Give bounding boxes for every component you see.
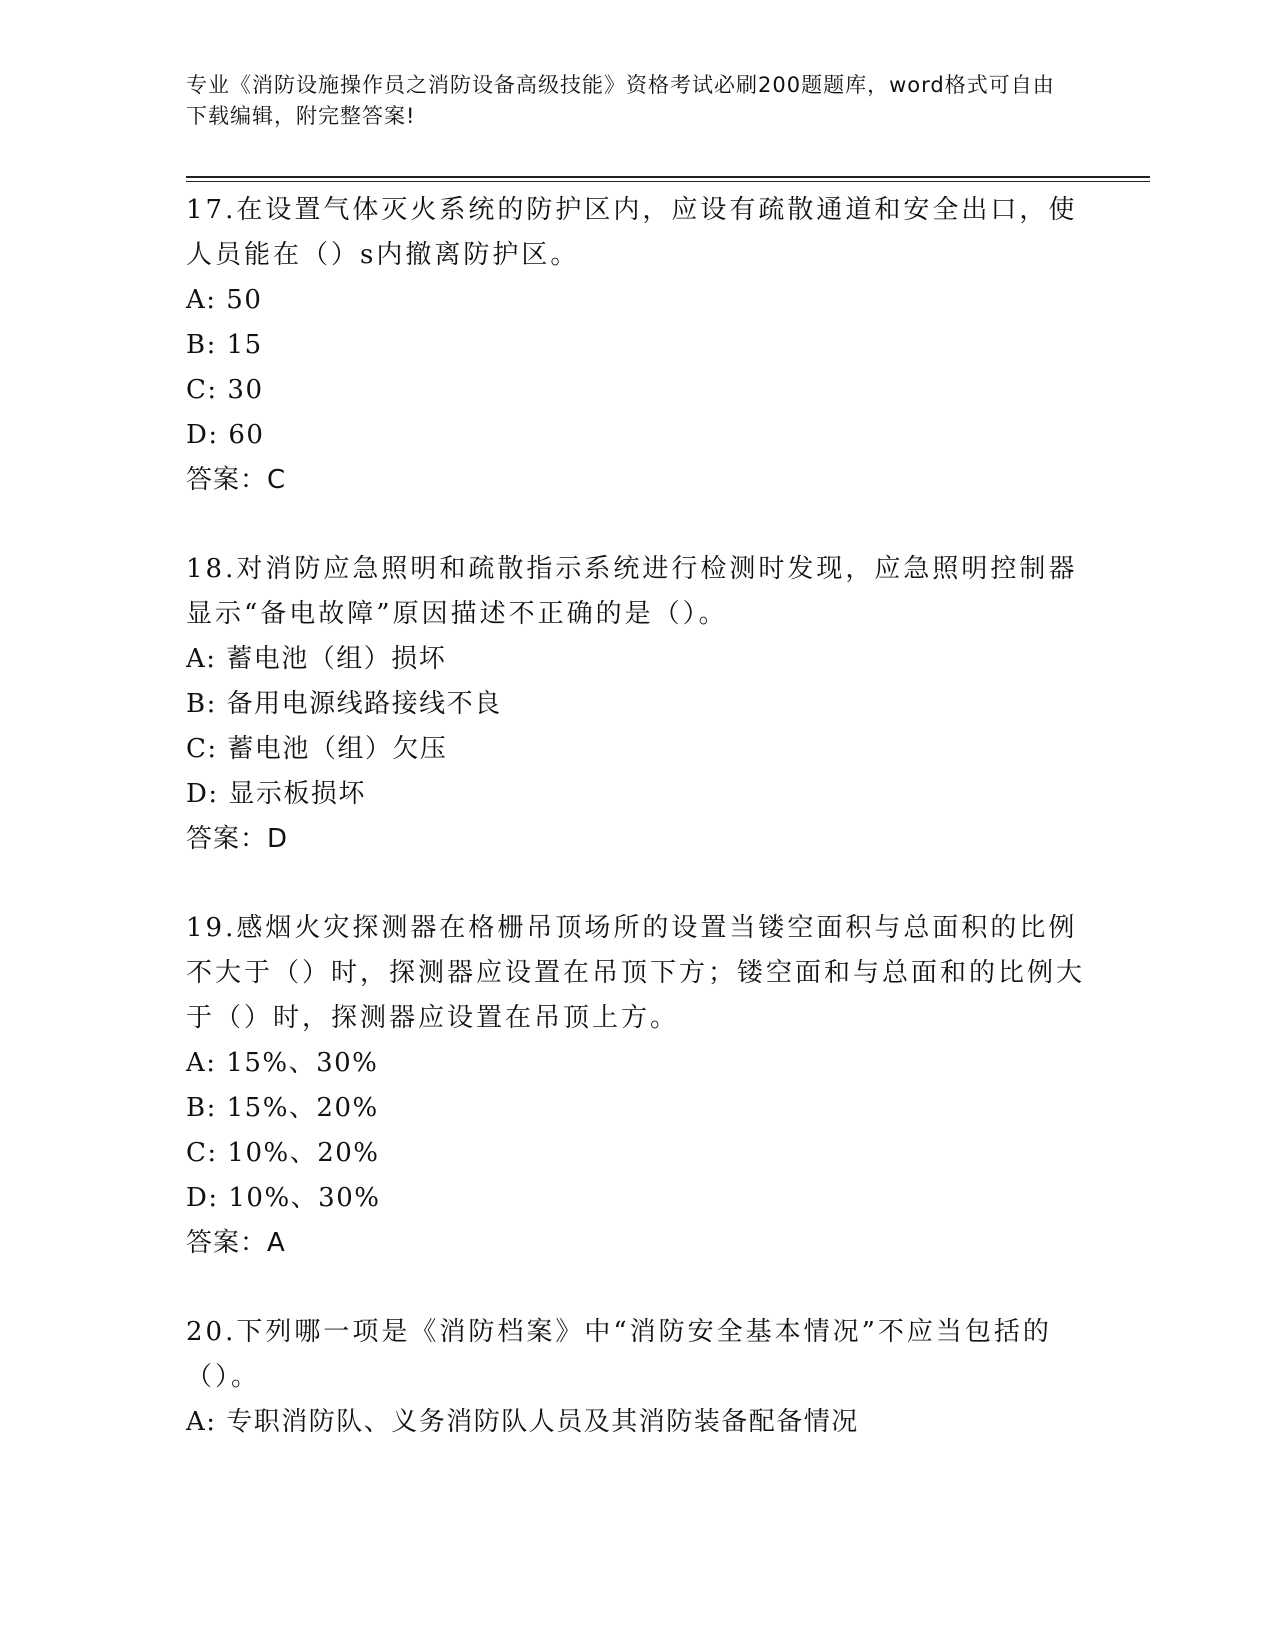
option-d: D: 显示板损坏 (186, 779, 366, 809)
question-19 (186, 906, 1086, 1266)
option-c: C: 10%、20% (186, 1138, 380, 1168)
question-18 (186, 547, 1086, 862)
option-c: C: 30 (186, 375, 264, 405)
answer-line: 答案：C (186, 465, 287, 495)
option-c: C: 蓄电池（组）欠压 (186, 734, 448, 764)
document-header: 专业《消防设施操作员之消防设备高级技能》资格考试必刷200题题库，word格式可自由下载编辑，附完整答案! (186, 73, 1055, 128)
option-a: A: 15%、30% (186, 1048, 379, 1078)
question-17 (186, 188, 1086, 503)
header-divider-thin (186, 181, 1150, 182)
question-stem: 18.对消防应急照明和疏散指示系统进行检测时发现，应急照明控制器显示“备电故障”原因描述不正确的是（）。 (186, 554, 1078, 629)
question-stem: 20.下列哪一项是《消防档案》中“消防安全基本情况”不应当包括的（）。 (186, 1317, 1052, 1392)
option-b: B: 备用电源线路接线不良 (186, 689, 502, 719)
option-d: D: 60 (186, 420, 265, 450)
option-a: A: 50 (186, 285, 263, 315)
question-20 (186, 1310, 1086, 1445)
question-list (186, 188, 1086, 1489)
answer-line: 答案：A (186, 1228, 286, 1258)
option-a: A: 专职消防队、义务消防队人员及其消防装备配备情况 (186, 1407, 859, 1437)
option-d: D: 10%、30% (186, 1183, 381, 1213)
header-divider-thick (186, 176, 1150, 178)
answer-line: 答案：D (186, 824, 289, 854)
question-stem: 17.在设置气体灭火系统的防护区内，应设有疏散通道和安全出口，使人员能在（）s内撤离防护区。 (186, 195, 1078, 270)
question-stem: 19.感烟火灾探测器在格栅吊顶场所的设置当镂空面积与总面积的比例不大于（）时，探测器应设置在吊顶下方；镂空面和与总面和的比例大于（）时，探测器应设置在吊顶上方。 (186, 913, 1086, 1033)
option-a: A: 蓄电池（组）损坏 (186, 644, 447, 674)
option-b: B: 15 (186, 330, 263, 360)
option-b: B: 15%、20% (186, 1093, 379, 1123)
